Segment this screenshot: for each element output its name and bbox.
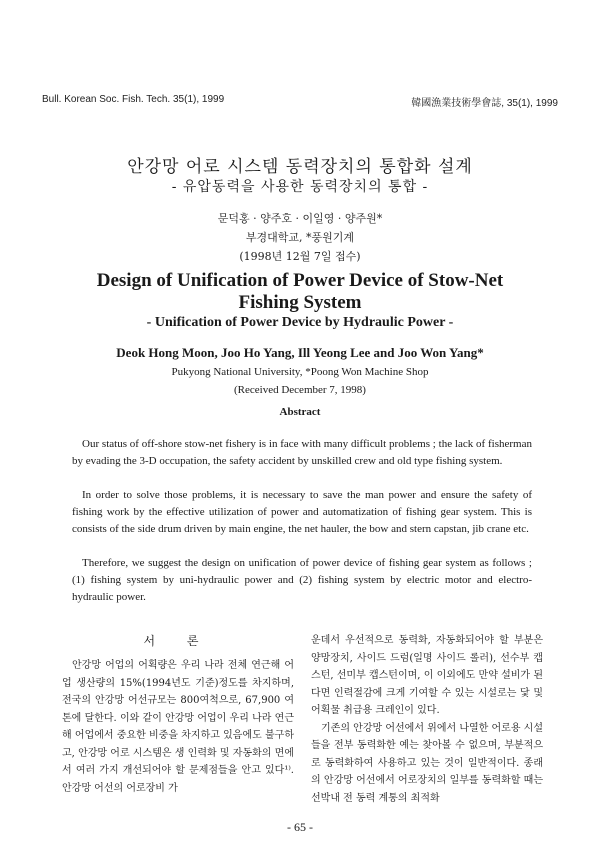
abstract-paragraph-3: Therefore, we suggest the design on unification of power device of fishing gear system as follows ; (1) fishing system by uni-hydraulic power and (2) fishing system by electric motor and electro-hydraulic power. <box>72 557 532 603</box>
korean-title: 안강망 어로 시스템 동력장치의 통합화 설계 <box>127 157 473 177</box>
english-received-date: (Received December 7, 1998) <box>234 384 366 396</box>
body-right-column <box>311 632 543 807</box>
abstract-paragraph-2: In order to solve those problems, it is necessary to save the man power and ensure the safety of fishing work by the effective utilization of power and automatization of fishing gear system. This is consists of the side drum driven by main engine, the net hauler, the bow and stern capstan, jib crane etc. <box>72 489 532 535</box>
english-authors: Deok Hong Moon, Joo Ho Yang, Ill Yeong Lee and Joo Won Yang* <box>116 345 484 360</box>
intro-paragraph-1: 안강망 어업의 어획량은 우리 나라 전체 연근해 어업 생산량의 15%(1994년도 기준)정도를 차지하며, 전국의 안강망 어선규모는 800여척으로, 67,900 여톤에 달한다. 이와 같이 안강망 어업이 우리 나라 연근해 어업에서 중요한 비중을 차지하고 있음에도 불구하고, 안강망 어로 시스템은 생 인력화 및 자동화의 면에서 여러 가지 개선되어야 할 문제점들을 안고 있다¹⁾. 안강망 어선의 어로장비 가 <box>62 660 294 794</box>
intro-paragraph-1-continued: 운데서 우선적으로 동력화, 자동화되어야 할 부분은 양망장치, 사이드 드럼(일명 사이드 롤러), 선수부 캡스턴, 선미부 캡스턴이며, 이 이외에도 만약 설비가 된다면 인력절감에 크게 기여할 수 있는 시설로는 닻 및 어획물 취급용 크레인이 있다. <box>311 635 543 716</box>
running-header-right: 韓國漁業技術學會誌, 35(1), 1999 <box>411 98 558 109</box>
page-number: - 65 - <box>287 820 313 834</box>
english-title-line1: Design of Unification of Power Device of Stow-Net <box>96 270 504 291</box>
running-header-left: Bull. Korean Soc. Fish. Tech. 35(1), 1999 <box>42 94 225 105</box>
korean-authors: 문덕홍 · 양주호 · 이일영 · 양주원* <box>217 212 383 225</box>
abstract-heading: Abstract <box>279 406 321 418</box>
english-subtitle: - Unification of Power Device by Hydraulic Power - <box>146 315 454 330</box>
body-left-column <box>62 657 294 797</box>
intro-paragraph-2: 기존의 안강망 어선에서 위에서 나열한 어로용 시설들을 전부 동력화한 예는 찾아볼 수 없으며, 부분적으로 동력화하여 사용하고 있는 것이 일반적이다. 종래의 안강망 어선에서 어로장치의 일부를 동력화할 때는 선박내 전 동력 계통의 최적화 <box>311 722 543 804</box>
korean-subtitle: - 유압동력을 사용한 동력장치의 통합 - <box>171 179 429 195</box>
korean-affiliation: 부경대학교, *풍원기계 <box>245 231 355 244</box>
abstract-paragraph-1: Our status of off-shore stow-net fishery is in face with many difficult problems ; the lack of fisherman by evading the 3-D occupation, the safety accident by unskilled crew and old type fishing system. <box>72 438 532 467</box>
english-affiliation: Pukyong National University, *Poong Won Machine Shop <box>171 366 429 378</box>
english-title-line2: Fishing System <box>238 292 362 313</box>
korean-received-date: (1998년 12월 7일 접수) <box>239 250 361 263</box>
section-heading-introduction: 서 론 <box>143 634 213 648</box>
